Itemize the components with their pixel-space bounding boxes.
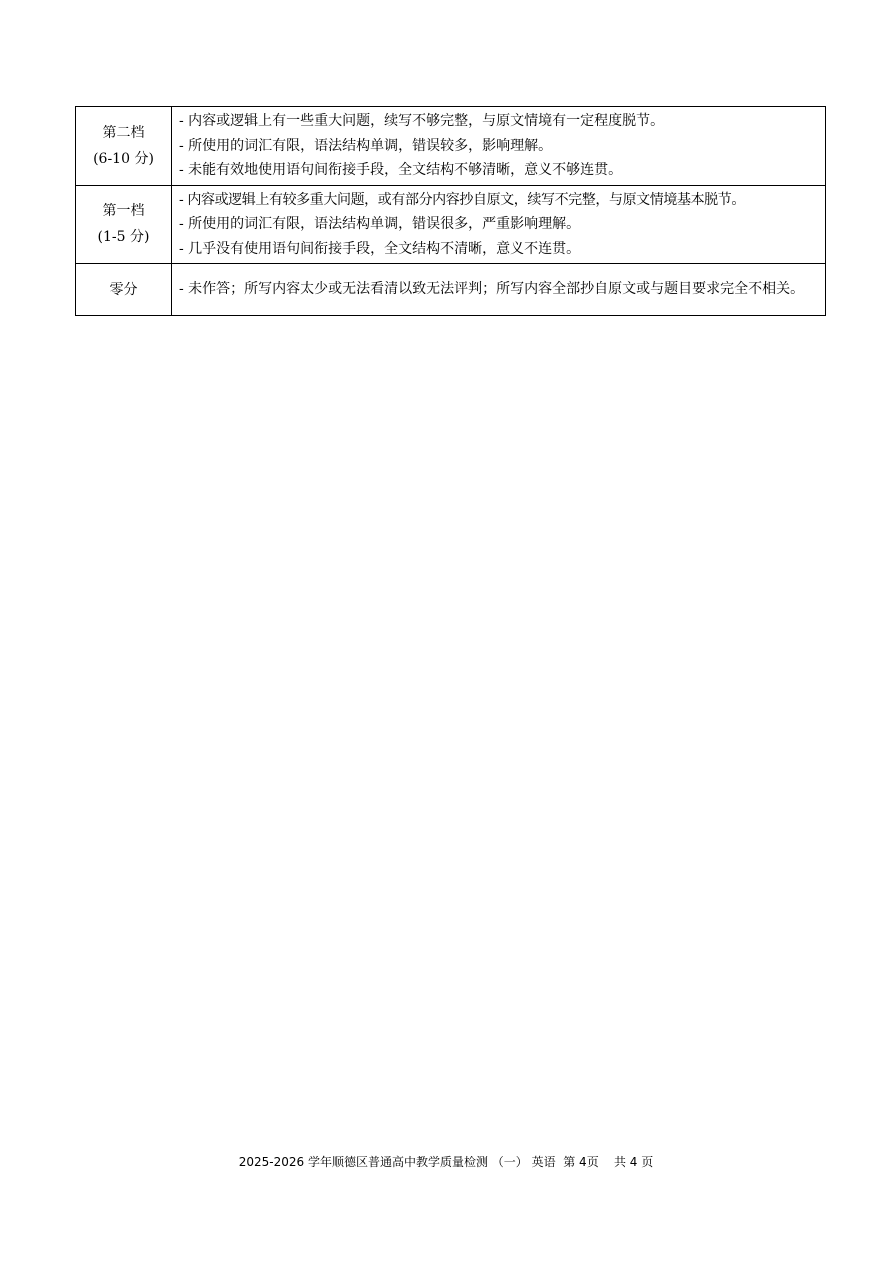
description-line: - 内容或逻辑上有较多重大问题，或有部分内容抄自原文，续写不完整，与原文情境基本脱节。 bbox=[179, 191, 745, 208]
description-cell bbox=[172, 107, 826, 186]
level-score-range: (1-5 分) bbox=[97, 229, 150, 246]
description-line: - 未能有效地使用语句间衔接手段，全文结构不够清晰，意义不够连贯。 bbox=[179, 162, 623, 178]
level-score-range: (6-10 分) bbox=[93, 150, 154, 167]
description-line: - 所使用的词汇有限，语法结构单调，错误较多，影响理解。 bbox=[179, 137, 553, 154]
description-cell bbox=[172, 185, 826, 264]
page-footer: 2025-2026 学年顺德区普通高中教学质量检测 （一） 英语 第 4页 共 4 页 bbox=[238, 1155, 654, 1169]
table-row bbox=[76, 185, 826, 264]
description-cell bbox=[172, 264, 826, 316]
description-line: - 未作答；所写内容太少或无法看清以致无法评判；所写内容全部抄自原文或与题目要求完全不相关。 bbox=[179, 281, 805, 298]
level-name: 第二档 bbox=[102, 124, 145, 141]
description-line: - 所使用的词汇有限，语法结构单调，错误很多，严重影响理解。 bbox=[179, 216, 581, 232]
level-cell bbox=[76, 107, 172, 186]
level-name: 零分 bbox=[109, 281, 138, 298]
level-cell bbox=[76, 185, 172, 264]
scoring-rubric-table bbox=[75, 106, 826, 316]
description-line: - 几乎没有使用语句间衔接手段，全文结构不清晰，意义不连贯。 bbox=[179, 240, 581, 257]
table-row bbox=[76, 107, 826, 186]
level-name: 第一档 bbox=[102, 203, 145, 220]
table-row bbox=[76, 264, 826, 316]
description-line: - 内容或逻辑上有一些重大问题，续写不够完整，与原文情境有一定程度脱节。 bbox=[179, 113, 665, 129]
level-cell bbox=[76, 264, 172, 316]
